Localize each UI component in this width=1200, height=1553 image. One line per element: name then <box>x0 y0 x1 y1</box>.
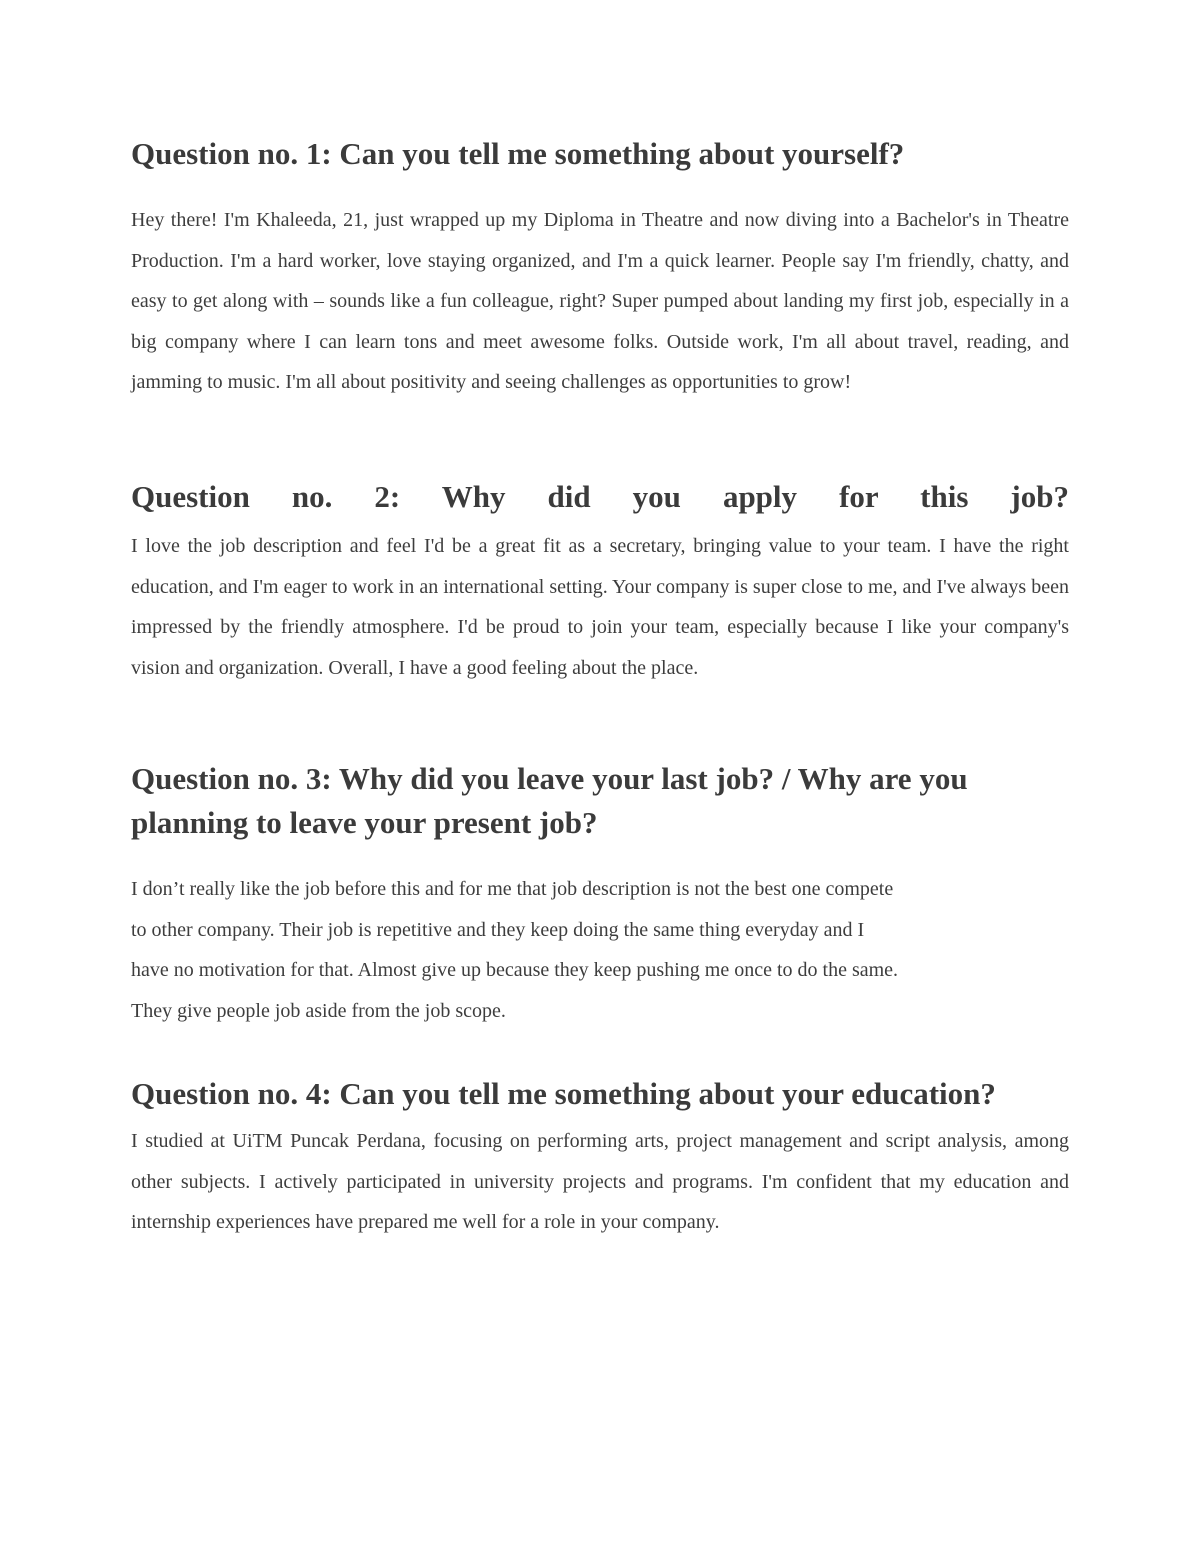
question-1-section <box>131 132 1069 403</box>
question-1-title: Question no. 1: Can you tell me something about yourself? <box>131 136 905 171</box>
question-2-title: Question no. 2: Why did you apply for this job? <box>131 479 1069 514</box>
question-4-section <box>131 1072 1069 1243</box>
question-2-section <box>131 475 1069 688</box>
question-3-title-line-1: Question no. 3: Why did you leave your last job? / Why are you <box>131 761 968 796</box>
question-2-answer: I love the job description and feel I'd be a great fit as a secretary, bringing value to your team. I have the right education, and I'm eager to work in an international setting. Your company is super close to me, and I've always been impressed by the friendly atmosphere. I'd be proud to join your team, especially because I like your company's vision and organization. Overall, I have a good feeling about the place. <box>131 535 1069 679</box>
question-3-answer-line: They give people job aside from the job scope. <box>131 999 506 1022</box>
question-3-answer <box>131 869 1021 1031</box>
question-4-title: Question no. 4: Can you tell me something about your education? <box>131 1076 996 1111</box>
question-3-title <box>131 757 1069 845</box>
question-3-answer-line: to other company. Their job is repetitive and they keep doing the same thing everyday and I <box>131 918 865 941</box>
question-4-answer: I studied at UiTM Puncak Perdana, focusing on performing arts, project management and script analysis, among other subjects. I actively participated in university projects and programs. I'm confident that my education and internship experiences have prepared me well for a role in your company. <box>131 1130 1069 1234</box>
question-1-answer: Hey there! I'm Khaleeda, 21, just wrapped up my Diploma in Theatre and now diving into a Bachelor's in Theatre Production. I'm a hard worker, love staying organized, and I'm a quick learner. People say I'm friendly, chatty, and easy to get along with – sounds like a fun colleague, right? Super pumped about landing my first job, especially in a big company where I can learn tons and meet awesome folks. Outside work, I'm all about travel, reading, and jamming to music. I'm all about positivity and seeing challenges as opportunities to grow! <box>131 209 1069 394</box>
question-3-title-line-2: planning to leave your present job? <box>131 805 598 840</box>
question-3-answer-line: I don’t really like the job before this and for me that job description is not the best one compete <box>131 878 894 900</box>
question-3-answer-line: have no motivation for that. Almost give up because they keep pushing me once to do the same. <box>131 959 899 982</box>
question-3-section <box>131 757 1069 1031</box>
